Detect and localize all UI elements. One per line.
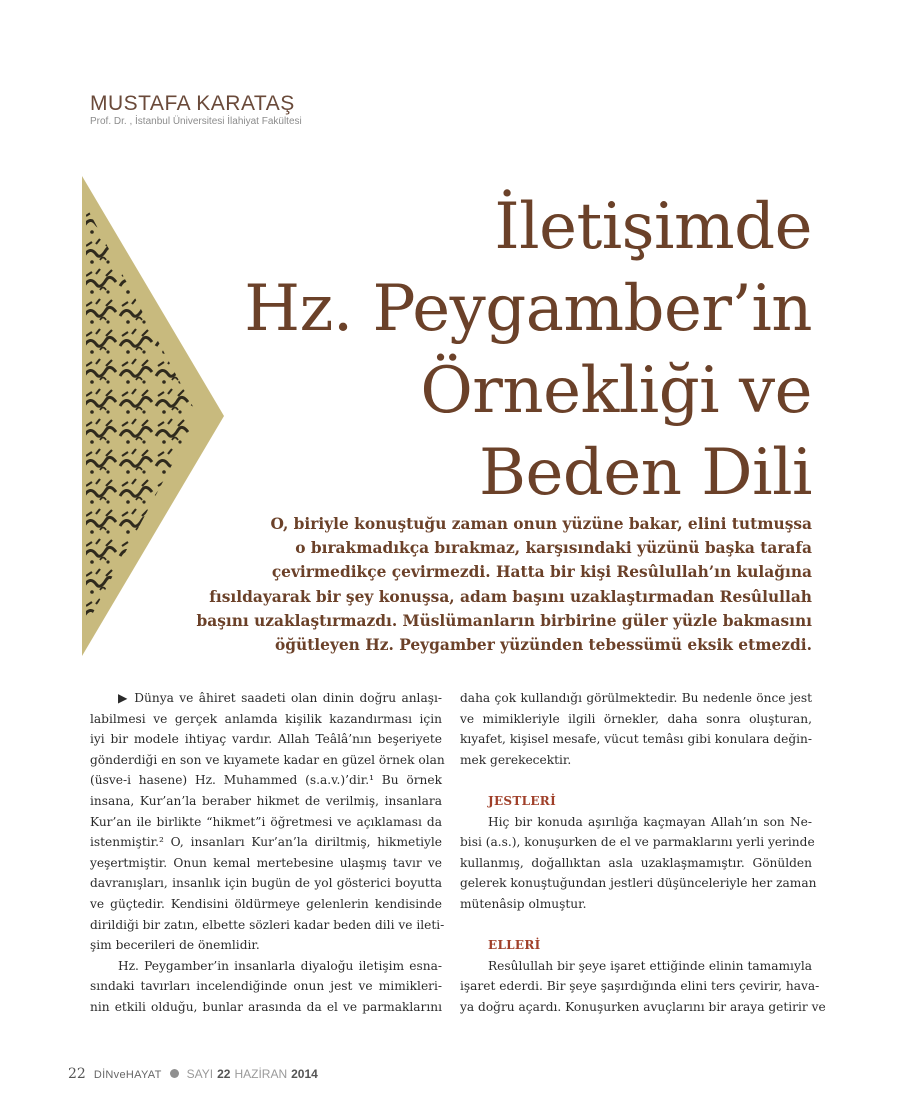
- body-line: gönderdiği en son ve kıyamete kadar en güzel örnek olan: [90, 752, 445, 767]
- issue-year: 2014: [291, 1067, 318, 1081]
- body-line: insana, Kur’an’la beraber hikmet de verilmiş, insanlara: [90, 793, 442, 808]
- issue-number: 22: [217, 1067, 231, 1081]
- title-line: Beden Dili: [478, 436, 812, 510]
- lead-line: O, biriyle konuştuğu zaman onun yüzüne bakar, elini tutmuşsa: [270, 515, 812, 533]
- lead-line: fısıldayarak bir şey konuşsa, adam başını uzaklaştırmadan Resûlullah: [209, 587, 812, 606]
- body-line: gelerek konuştuğundan jestleri düşünceleriyle her zaman: [460, 876, 817, 891]
- body-line: istenmiştir.² O, insanları Kur’an’la diriltmiş, hikmetiyle: [90, 835, 442, 850]
- body-line: nin etkili olduğu, bunlar arasında da el ve parmaklarını: [90, 999, 442, 1014]
- body-line: işaret ederdi. Bir şeye şaşırdığında elini ters çevirir, hava-: [460, 979, 820, 994]
- title-line: Örnekliği ve: [420, 354, 812, 428]
- title-line: Hz. Peygamber’in: [244, 272, 812, 346]
- lead-line: başını uzaklaştırmazdı. Müslümanların birbirine güler yüzle bakmasını: [196, 611, 812, 630]
- body-line: bisi (a.s.), konuşurken de el ve parmaklarını yerli yerinde: [460, 835, 815, 850]
- body-line: kullanmış, doğallıktan asla uzaklaşmamıştır. Gönülden: [460, 855, 812, 870]
- magazine-brand: DİNveHAYAT: [93, 1069, 162, 1081]
- body-line: Hiç bir konuda aşırılığa kaçmayan Allah’ın son Ne-: [488, 814, 812, 829]
- dot-separator-icon: [170, 1069, 179, 1078]
- lead-line: çevirmedikçe çevirmezdi. Hatta bir kişi Resûlullah’ın kulağına: [271, 563, 812, 582]
- body-line: iyi bir modele ihtiyaç vardır. Allah Teâlâ’nın beşeriyete: [90, 732, 442, 747]
- body-line: kıyafet, kişisel mesafe, vücut temâsı gibi konulara değin-: [460, 732, 812, 747]
- body-line: Hz. Peygamber’in insanlarla diyaloğu iletişim esna-: [118, 958, 442, 973]
- body-line: (üsve-i hasene) Hz. Muhammed (s.a.v.)’dir.¹ Bu örnek: [90, 773, 442, 788]
- body-line: labilmesi ve gerçek anlamda kişilik kazandırması için: [90, 711, 442, 726]
- section-heading-jestleri: JESTLERİ: [488, 793, 556, 808]
- body-line: ve mimikleriyle ilgili örnekler, daha sonra oluşturan,: [460, 711, 812, 726]
- body-line: sındaki tavırları incelendiğinde onun jest ve mimikleri-: [90, 979, 442, 994]
- body-line: ▶ Dünya ve âhiret saadeti olan dinin doğru anlaşı-: [118, 691, 442, 705]
- article-title: [192, 186, 812, 514]
- body-line: mek gerekecektir.: [460, 752, 572, 767]
- author-name: MUSTAFA KARATAŞ: [90, 92, 295, 115]
- lead-line: öğütleyen Hz. Peygamber yüzünden tebessümü eksik etmezdi.: [274, 636, 812, 655]
- page-footer: [68, 1066, 318, 1082]
- issue-label: SAYI: [186, 1067, 214, 1081]
- body-line: ve güçtedir. Kendisini öldürmeye gelenlerin kendisinde: [90, 896, 442, 911]
- section-heading-elleri: ELLERİ: [488, 938, 541, 953]
- body-line: yeşertmiştir. Onun kemal mertebesine ulaşmış tavır ve: [90, 855, 442, 870]
- page-number: 22: [68, 1066, 86, 1082]
- body-line: mütenâsip olmuştur.: [460, 896, 587, 911]
- body-line: Kur’an ile birlikte “hikmet”i öğretmesi ve açıklaması da: [90, 814, 442, 829]
- body-line: daha çok kullandığı görülmektedir. Bu nedenle önce jest: [460, 691, 812, 705]
- author-affiliation: Prof. Dr. , İstanbul Üniversitesi İlahiyat Fakültesi: [90, 116, 302, 127]
- body-line: dirildiği bir zatın, elbette sözleri kadar beden dili ve ileti-: [90, 917, 445, 932]
- body-column-right: [460, 688, 826, 1018]
- issue-month: HAZİRAN: [234, 1067, 288, 1081]
- body-line: Resûlullah bir şeye işaret ettiğinde elinin tamamıyla: [488, 958, 812, 973]
- title-line: İletişimde: [494, 190, 812, 264]
- lead-paragraph: [92, 512, 812, 657]
- body-column-left: [90, 688, 445, 1018]
- body-line: ya doğru açardı. Konuşurken avuçlarını bir araya getirir ve: [460, 999, 826, 1014]
- lead-line: o bırakmadıkça bırakmaz, karşısındaki yüzünü başka tarafa: [295, 539, 812, 558]
- body-line: şim becerileri de önemlidir.: [90, 938, 260, 953]
- body-line: davranışları, insanlık için bugün de yol gösterici boyutta: [90, 876, 442, 891]
